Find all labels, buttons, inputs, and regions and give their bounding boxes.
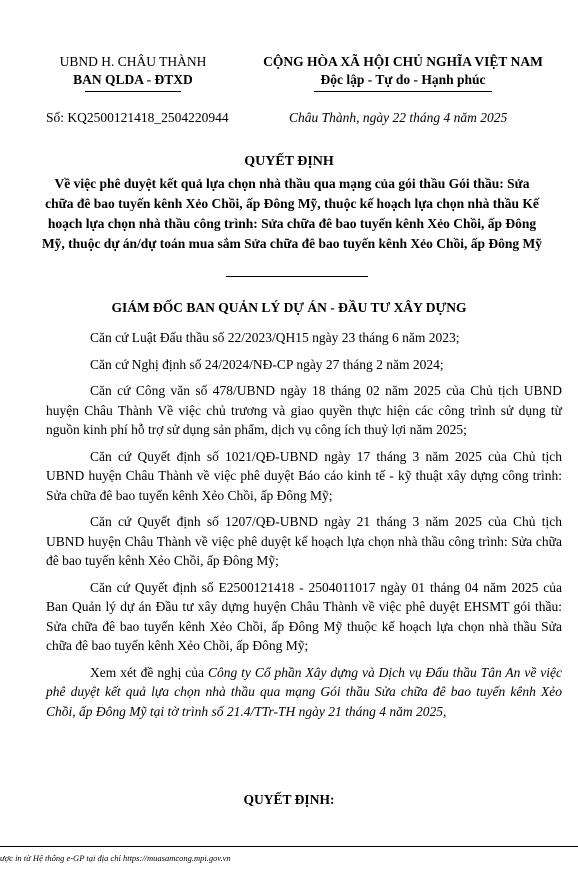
- document-number: Số: KQ2500121418_2504220944: [46, 110, 229, 125]
- decision-heading: QUYẾT ĐỊNH:: [243, 792, 335, 807]
- agency-parent: UBND H. CHÂU THÀNH: [59, 54, 207, 69]
- paragraph: Căn cứ Công văn số 478/UBND ngày 18 tháng 02 năm 2025 của Chủ tịch UBND huyện Châu Thành Về việc chủ trương và giao quyền thực hiện các công trình sử dụng từ nguồn kinh phí hỗ trợ sử dụng sản phẩm, dịch vụ công ích thuỷ lợi năm 2025;: [46, 383, 562, 437]
- paragraph: Căn cứ Luật Đấu thầu số 22/2023/QH15 ngày 23 tháng 6 năm 2023;: [90, 330, 460, 345]
- agency-name: BAN QLDA - ĐTXD: [73, 72, 193, 87]
- motto-underline: [314, 91, 492, 92]
- document-body: [46, 328, 562, 728]
- subtitle-underline: [226, 276, 368, 277]
- country-name: CỘNG HÒA XÃ HỘI CHỦ NGHĨA VIỆT NAM: [263, 54, 543, 69]
- place-date: Châu Thành, ngày 22 tháng 4 năm 2025: [289, 110, 508, 125]
- paragraph: Căn cứ Quyết định số 1207/QĐ-UBND ngày 21 tháng 3 năm 2025 của Chủ tịch UBND huyện Châu Thành về việc phê duyệt kế hoạch lựa chọn nhà thầu công trình: Sửa chữa đê bao tuyến kênh Xẻo Chồi, ấp Đông Mỹ;: [46, 514, 562, 568]
- footer-note: ược in từ Hệ thống e-GP tại địa chỉ https://muasamcong.mpi.gov.vn: [0, 853, 231, 863]
- agency-header: [40, 53, 226, 92]
- national-motto: Độc lập - Tự do - Hạnh phúc: [320, 72, 486, 87]
- paragraph: Căn cứ Quyết định số E2500121418 - 2504011017 ngày 01 tháng 04 năm 2025 của Ban Quản lý dự án Đầu tư xây dựng huyện Châu Thành về việc phê duyệt EHSMT gói thầu: Sửa chữa đê bao tuyến kênh Xẻo Chồi, ấp Đông Mỹ thuộc kế hoạch lựa chọn nhà thầu Sửa chữa đê bao tuyến kênh Xẻo Chồi, ấp Đông Mỹ;: [46, 579, 562, 653]
- national-header: [236, 53, 570, 92]
- issuer-title: GIÁM ĐỐC BAN QUẢN LÝ DỰ ÁN - ĐẦU TƯ XÂY DỰNG: [111, 300, 467, 315]
- paragraph: [46, 663, 562, 722]
- paragraph: Căn cứ Nghị định số 24/2024/NĐ-CP ngày 27 tháng 2 năm 2024;: [90, 356, 444, 372]
- agency-underline: [85, 91, 181, 92]
- paragraph-lead: Xem xét đề nghị của: [90, 664, 204, 680]
- paragraph-italic: Công ty Cổ phần Xây dựng và Dịch vụ Đấu thầu Tân An về việc phê duyệt kết quả lựa chọn nhà thầu qua mạng Gói thầu Sửa chữa đê bao tuyến kênh Xẻo Chồi, ấp Đông Mỹ tại tờ trình số 21.4/TTr-TH ngày 21 tháng 4 năm 2025,: [46, 664, 562, 719]
- document-subtitle: Về việc phê duyệt kết quả lựa chọn nhà thầu qua mạng của gói thầu Gói thầu: Sửa chữa đê bao tuyến kênh Xẻo Chồi, ấp Đông Mỹ, thuộc kế hoạch lựa chọn nhà thầu Kế hoạch lựa chọn nhà thầu công trình: Sửa chữa đê bao tuyến kênh Xẻo Chồi, ấp Đông Mỹ, thuộc dự án/dự toán mua sắm Sửa chữa đê bao tuyến kênh Xẻo Chồi, ấp Đông Mỹ: [41, 176, 543, 251]
- document-title: QUYẾT ĐỊNH: [244, 154, 334, 169]
- paragraph: Căn cứ Quyết định số 1021/QĐ-UBND ngày 17 tháng 3 năm 2025 của Chủ tịch UBND huyện Châu Thành về việc phê duyệt Báo cáo kinh tế - kỹ thuật xây dựng công trình: Sửa chữa đê bao tuyến kênh Xẻo Chồi, ấp Đông Mỹ;: [46, 448, 562, 503]
- footer-divider: [0, 846, 578, 847]
